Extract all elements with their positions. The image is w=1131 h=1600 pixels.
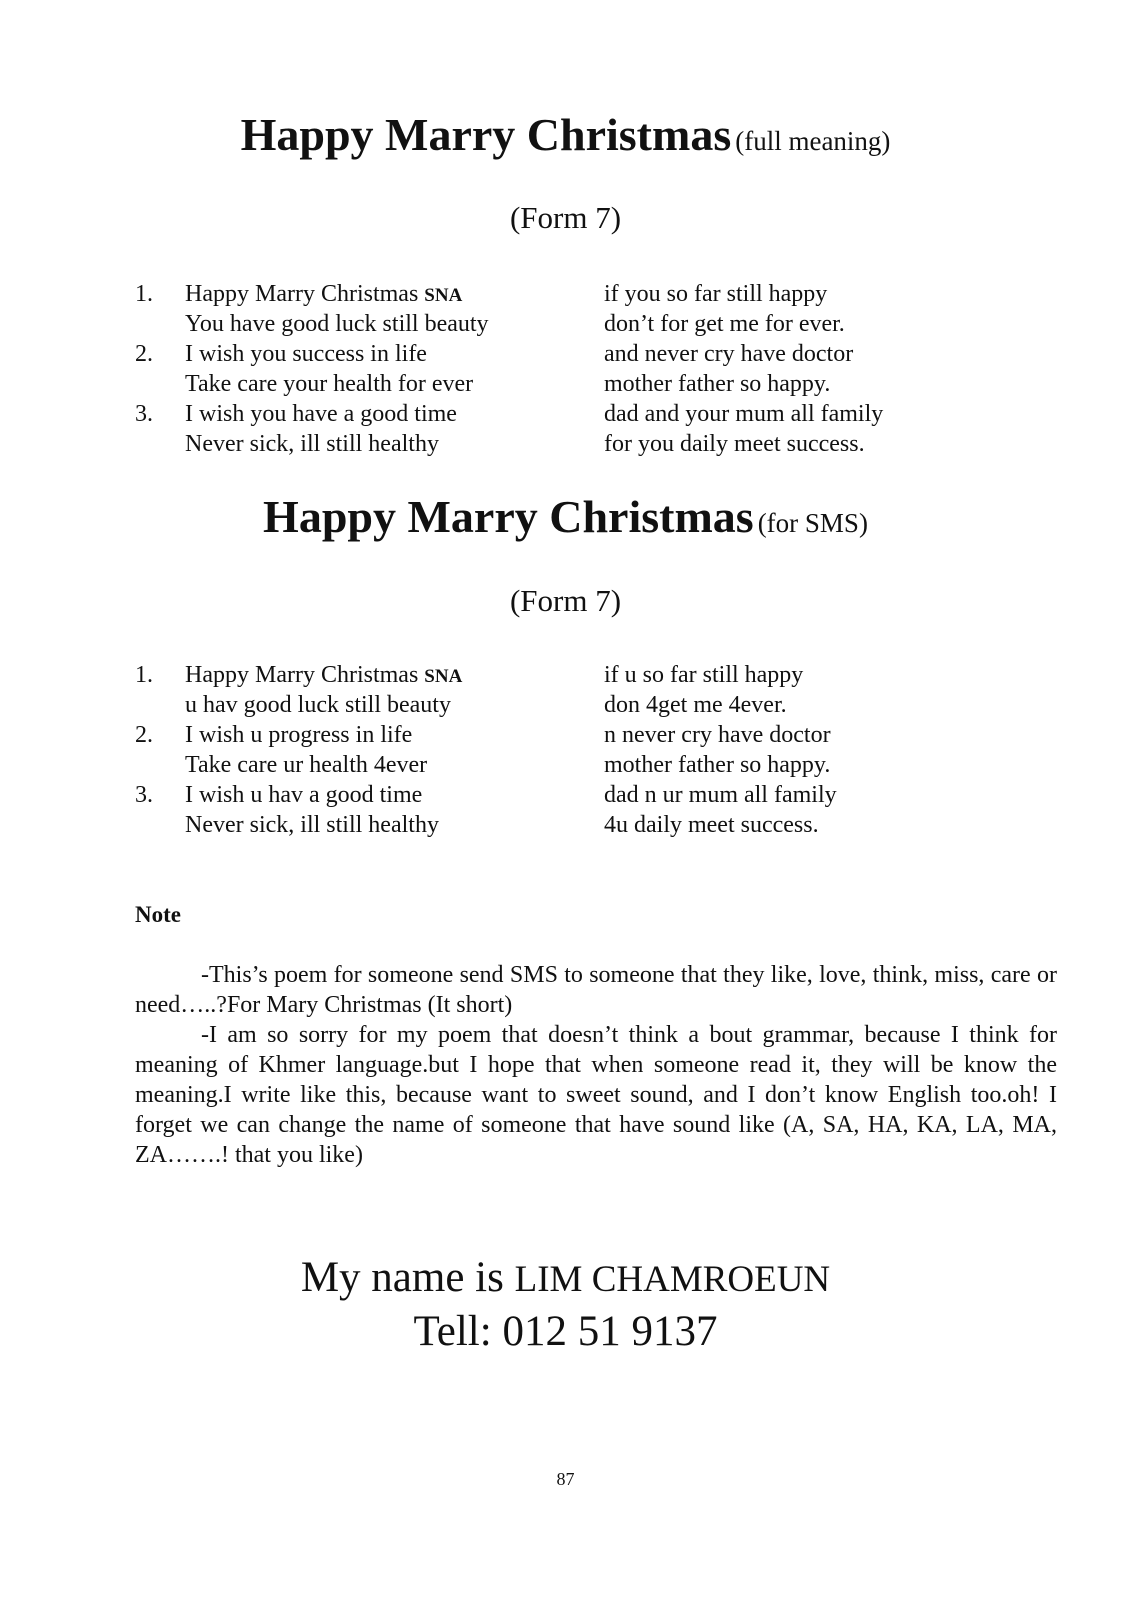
line-left-text: I wish u hav a good time [185,782,423,808]
line-right-text: for you daily meet success. [604,431,865,457]
line-number: 2. [135,341,153,367]
line-left-text: Never sick, ill still healthy [185,812,439,838]
section2-form-label: (Form 7) [509,583,622,618]
line-left-text: Take care your health for ever [185,371,474,397]
section1-subtitle: (full meaning) [735,126,891,156]
line-left-text: You have good luck still beauty [185,311,489,337]
note-paragraph: -I am so sorry for my poem that doesn’t think a bout grammar, because I think for meaning of Khmer language.but I hope that when someone read it, they will be know the meaning.I write like this, because want to sweet sound, and I don’t know English too.oh! I forget we can change the name of someone that have sound like (A, SA, HA, KA, LA, MA, ZA…….! that you like) [135,1022,1057,1168]
author-phone: Tell: 012 51 9137 [413,1308,718,1355]
note-paragraph: -This’s poem for someone send SMS to someone that they like, love, think, miss, care or need…..?For Mary Christmas (It short) [135,962,1057,1018]
line-right-text: don’t for get me for ever. [604,311,845,337]
line-number: 2. [135,722,153,748]
section1-form-label: (Form 7) [509,200,622,235]
author-name-line [0,1253,1131,1302]
section2-subtitle: (for SMS) [757,508,868,538]
section1-title [0,108,1131,161]
line-right-text: dad n ur mum all family [604,782,837,808]
line-right-text: if u so far still happy [604,662,804,688]
line-right-text: don 4get me 4ever. [604,692,787,718]
line-right-text: n never cry have doctor [604,722,831,748]
line-left-text: Never sick, ill still healthy [185,431,439,457]
line-left-text: I wish you success in life [185,341,427,367]
name-placeholder: SNA [424,666,463,687]
line-number: 3. [135,401,153,427]
line-right-text: mother father so happy. [604,752,831,778]
line-left-text: Happy Marry Christmas SNA [185,662,463,688]
line-number: 1. [135,662,153,688]
line-left-text: Take care ur health 4ever [185,752,428,778]
note-heading: Note [135,902,181,927]
line-right-text: 4u daily meet success. [604,812,819,838]
line-number: 3. [135,782,153,808]
line-right-text: mother father so happy. [604,371,831,397]
line-number: 1. [135,281,153,307]
line-left-text: I wish you have a good time [185,401,457,427]
section1-title-main: Happy Marry Christmas [240,109,732,160]
line-left-text: u hav good luck still beauty [185,692,451,718]
name-placeholder: SNA [424,285,463,306]
line-left-text: Happy Marry Christmas SNA [185,281,463,307]
author-name: LIM CHAMROEUN [514,1259,831,1300]
line-right-text: and never cry have doctor [604,341,854,367]
page-number: 87 [556,1469,575,1489]
author-name-prefix: My name is [300,1254,515,1301]
line-left-text: I wish u progress in life [185,722,413,748]
line-right-text: dad and your mum all family [604,401,884,427]
section2-title [0,490,1131,543]
section2-title-main: Happy Marry Christmas [263,491,754,542]
line-right-text: if you so far still happy [604,281,828,307]
